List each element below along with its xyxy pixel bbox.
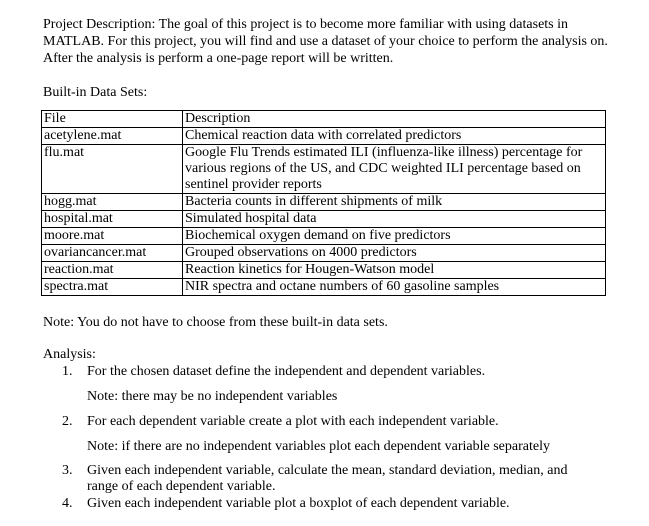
header-file: File bbox=[42, 111, 183, 128]
analysis-item-2-note: Note: if there are no independent variables plot each dependent variable separately bbox=[87, 439, 550, 454]
file-cell: ovariancancer.mat bbox=[42, 245, 183, 262]
table-header-row bbox=[42, 111, 606, 128]
description-cell: NIR spectra and octane numbers of 60 gasoline samples bbox=[183, 279, 606, 296]
description-cell: Chemical reaction data with correlated predictors bbox=[183, 128, 606, 145]
item-text: For the chosen dataset define the independent and dependent variables. bbox=[87, 364, 486, 379]
project-description: Project Description: The goal of this project is to become more familiar with using datasets in MATLAB. For this project, you will find and use a dataset of your choice to perform the analysis on. After the analysis is perform a one-page report will be written. bbox=[43, 17, 608, 66]
table-row bbox=[42, 228, 606, 245]
table-row bbox=[42, 128, 606, 145]
analysis-item-3 bbox=[62, 463, 602, 495]
file-cell: spectra.mat bbox=[42, 279, 183, 296]
item-number: 4. bbox=[62, 496, 73, 511]
file-cell: hogg.mat bbox=[42, 194, 183, 211]
file-cell: acetylene.mat bbox=[42, 128, 183, 145]
item-number: 1. bbox=[62, 364, 73, 379]
analysis-item-1 bbox=[62, 364, 602, 380]
built-in-data-sets-heading: Built-in Data Sets: bbox=[43, 85, 148, 100]
description-cell: Bacteria counts in different shipments of milk bbox=[183, 194, 606, 211]
header-description: Description bbox=[183, 111, 606, 128]
table-row bbox=[42, 245, 606, 262]
item-text: For each dependent variable create a plot with each independent variable. bbox=[87, 414, 499, 429]
analysis-item-2 bbox=[62, 414, 602, 430]
description-cell: Google Flu Trends estimated ILI (influenza-like illness) percentage for various regions of the US, and CDC weighted ILI percentage based on sentinel provider reports bbox=[183, 145, 606, 194]
file-cell: flu.mat bbox=[42, 145, 183, 194]
description-cell: Simulated hospital data bbox=[183, 211, 606, 228]
item-text: Given each independent variable plot a boxplot of each dependent variable. bbox=[87, 496, 510, 511]
file-cell: moore.mat bbox=[42, 228, 183, 245]
item-number: 2. bbox=[62, 414, 73, 429]
data-sets-table bbox=[41, 110, 606, 296]
description-cell: Reaction kinetics for Hougen-Watson model bbox=[183, 262, 606, 279]
table-row bbox=[42, 279, 606, 296]
file-cell: hospital.mat bbox=[42, 211, 183, 228]
file-cell: reaction.mat bbox=[42, 262, 183, 279]
analysis-item-1-note: Note: there may be no independent variables bbox=[87, 389, 338, 404]
item-text: Given each independent variable, calculate the mean, standard deviation, median, and range of each dependent variable. bbox=[87, 463, 568, 494]
analysis-heading: Analysis: bbox=[43, 347, 96, 362]
analysis-item-4 bbox=[62, 496, 602, 512]
item-number: 3. bbox=[62, 463, 73, 478]
table-row bbox=[42, 211, 606, 228]
description-cell: Biochemical oxygen demand on five predictors bbox=[183, 228, 606, 245]
table-row bbox=[42, 145, 606, 194]
table-row bbox=[42, 194, 606, 211]
built-in-note: Note: You do not have to choose from these built-in data sets. bbox=[43, 315, 388, 330]
description-cell: Grouped observations on 4000 predictors bbox=[183, 245, 606, 262]
table-row bbox=[42, 262, 606, 279]
